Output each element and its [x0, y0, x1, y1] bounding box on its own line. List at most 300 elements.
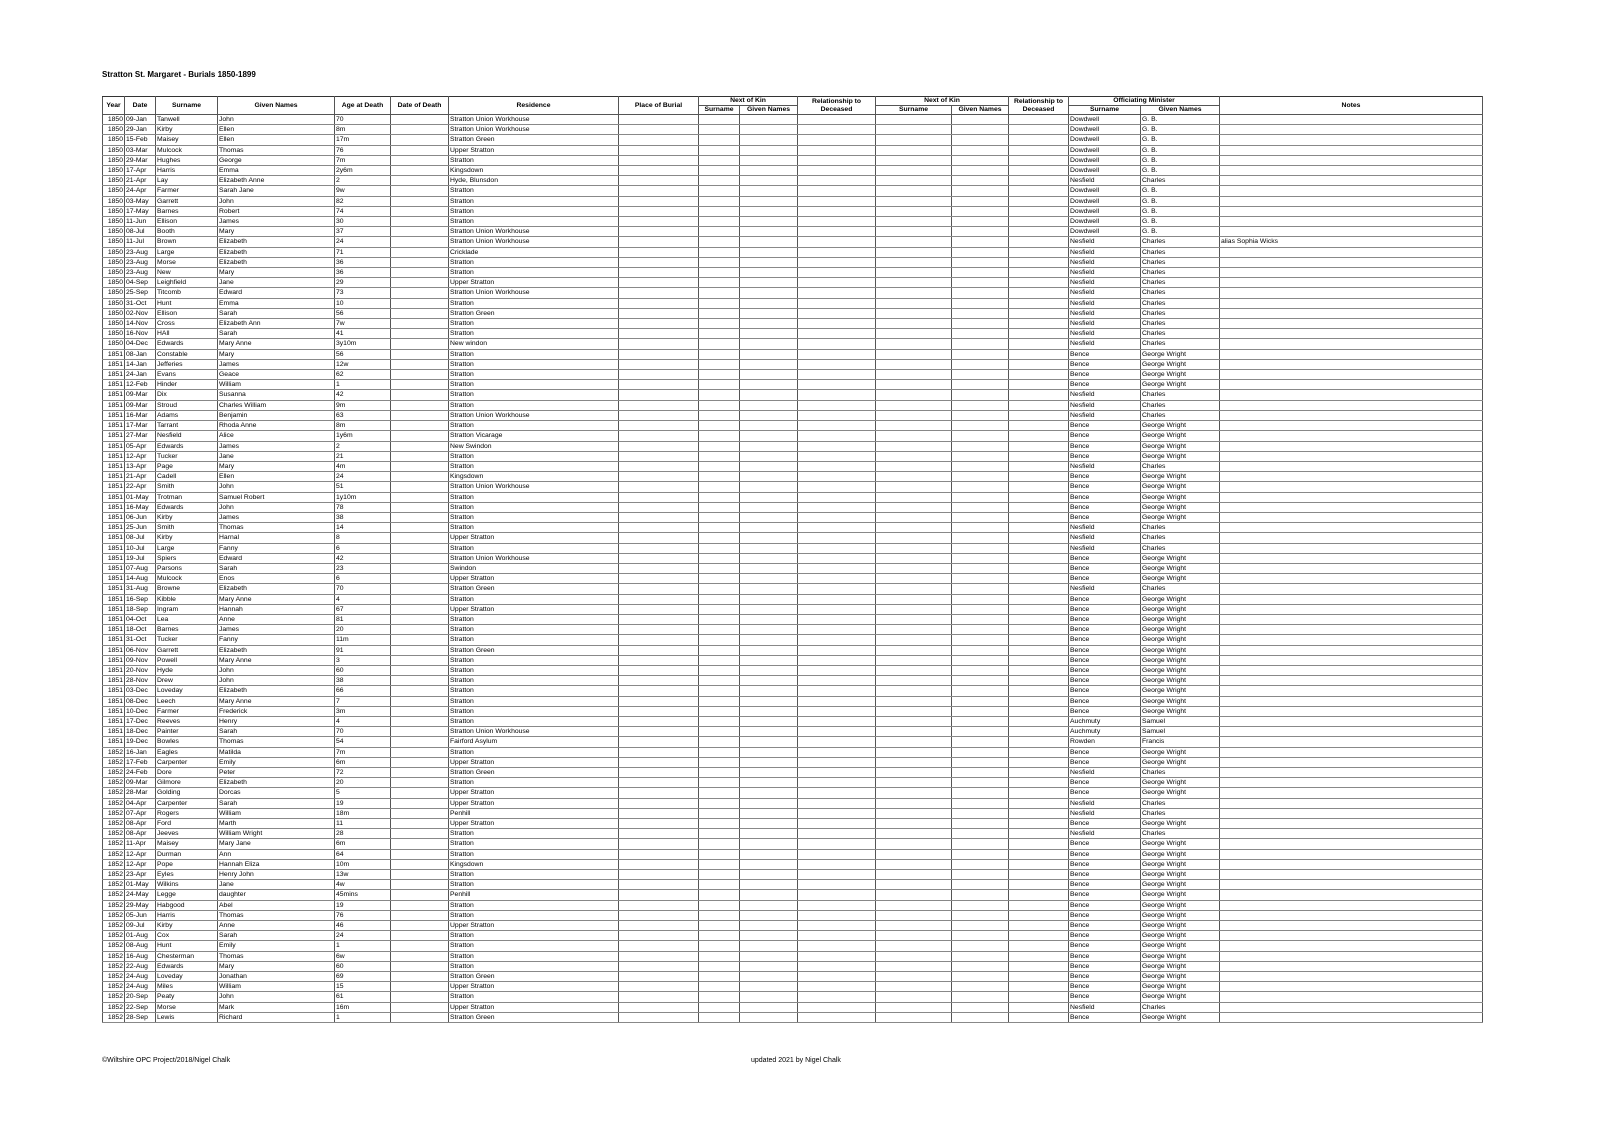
cell-nok2-surname	[876, 359, 952, 369]
cell-place-of-burial	[619, 247, 699, 257]
cell-nok-given	[740, 512, 798, 522]
cell-nok-surname	[699, 492, 740, 502]
cell-given-names: Geace	[218, 370, 335, 380]
cell-minister-surname: Bence	[1069, 992, 1141, 1002]
cell-relationship-2	[1009, 1002, 1069, 1012]
cell-surname: Booth	[156, 227, 218, 237]
cell-notes	[1220, 696, 1483, 706]
table-row	[103, 370, 1483, 380]
cell-age-at-death: 3	[335, 655, 391, 665]
cell-age-at-death: 21	[335, 451, 391, 461]
cell-notes	[1220, 533, 1483, 543]
cell-age-at-death: 23	[335, 563, 391, 573]
cell-residence: Stratton	[449, 268, 619, 278]
cell-relationship	[798, 859, 876, 869]
cell-nok2-given	[952, 768, 1009, 778]
cell-given-names: Hannah	[218, 604, 335, 614]
cell-date: 08-Apr	[125, 829, 156, 839]
cell-age-at-death: 6	[335, 543, 391, 553]
cell-place-of-burial	[619, 217, 699, 227]
cell-date-of-death	[391, 941, 449, 951]
cell-minister-surname: Bence	[1069, 512, 1141, 522]
cell-nok2-given	[952, 1012, 1009, 1022]
cell-nok-given	[740, 747, 798, 757]
cell-surname: Powell	[156, 655, 218, 665]
cell-date: 01-May	[125, 880, 156, 890]
cell-year: 1851	[103, 655, 125, 665]
cell-date: 13-Apr	[125, 461, 156, 471]
cell-notes	[1220, 757, 1483, 767]
cell-date-of-death	[391, 227, 449, 237]
cell-minister-given: George Wright	[1141, 849, 1220, 859]
cell-date-of-death	[391, 1012, 449, 1022]
cell-given-names: Mary	[218, 961, 335, 971]
cell-nok2-surname	[876, 645, 952, 655]
cell-notes	[1220, 400, 1483, 410]
cell-age-at-death: 69	[335, 972, 391, 982]
cell-nok2-given	[952, 635, 1009, 645]
cell-date-of-death	[391, 778, 449, 788]
cell-minister-given: Charles	[1141, 523, 1220, 533]
cell-notes	[1220, 931, 1483, 941]
cell-nok-given	[740, 686, 798, 696]
cell-minister-given: G. B.	[1141, 186, 1220, 196]
cell-minister-surname: Nesfield	[1069, 319, 1141, 329]
cell-minister-given: George Wright	[1141, 594, 1220, 604]
cell-age-at-death: 7m	[335, 747, 391, 757]
cell-nok2-given	[952, 257, 1009, 267]
cell-minister-surname: Bence	[1069, 819, 1141, 829]
cell-nok2-surname	[876, 982, 952, 992]
table-row	[103, 400, 1483, 410]
cell-surname: Spiers	[156, 553, 218, 563]
cell-date: 28-Sep	[125, 1012, 156, 1022]
cell-date-of-death	[391, 645, 449, 655]
cell-relationship	[798, 931, 876, 941]
cell-date-of-death	[391, 329, 449, 339]
cell-given-names: Anne	[218, 614, 335, 624]
cell-nok2-given	[952, 727, 1009, 737]
cell-given-names: Mary Anne	[218, 696, 335, 706]
cell-notes	[1220, 900, 1483, 910]
cell-surname: Cadell	[156, 472, 218, 482]
cell-relationship	[798, 686, 876, 696]
table-row	[103, 390, 1483, 400]
cell-relationship	[798, 737, 876, 747]
cell-age-at-death: 51	[335, 482, 391, 492]
cell-given-names: William	[218, 808, 335, 818]
cell-place-of-burial	[619, 931, 699, 941]
cell-notes: alias Sophia Wicks	[1220, 237, 1483, 247]
cell-minister-surname: Bence	[1069, 941, 1141, 951]
cell-relationship-2	[1009, 972, 1069, 982]
cell-surname: Maisey	[156, 135, 218, 145]
table-row	[103, 829, 1483, 839]
cell-relationship	[798, 645, 876, 655]
cell-relationship-2	[1009, 390, 1069, 400]
cell-age-at-death: 4m	[335, 461, 391, 471]
cell-nok-surname	[699, 655, 740, 665]
cell-date-of-death	[391, 268, 449, 278]
cell-minister-given: George Wright	[1141, 512, 1220, 522]
cell-nok-surname	[699, 604, 740, 614]
table-row	[103, 665, 1483, 675]
cell-minister-given: George Wright	[1141, 819, 1220, 829]
cell-minister-given: George Wright	[1141, 778, 1220, 788]
cell-minister-surname: Bence	[1069, 563, 1141, 573]
cell-nok-given	[740, 339, 798, 349]
cell-minister-given: George Wright	[1141, 451, 1220, 461]
cell-nok2-surname	[876, 400, 952, 410]
cell-date-of-death	[391, 431, 449, 441]
cell-minister-surname: Bence	[1069, 706, 1141, 716]
cell-relationship-2	[1009, 961, 1069, 971]
cell-nok-given	[740, 482, 798, 492]
cell-nok2-surname	[876, 900, 952, 910]
cell-age-at-death: 42	[335, 553, 391, 563]
cell-minister-surname: Bence	[1069, 635, 1141, 645]
cell-residence: Stratton	[449, 829, 619, 839]
cell-date: 06-Nov	[125, 645, 156, 655]
cell-date: 16-Jan	[125, 747, 156, 757]
cell-residence: Stratton	[449, 359, 619, 369]
table-row	[103, 196, 1483, 206]
cell-nok-given	[740, 186, 798, 196]
cell-surname: Painter	[156, 727, 218, 737]
cell-age-at-death: 3m	[335, 706, 391, 716]
cell-age-at-death: 4w	[335, 880, 391, 890]
cell-nok-given	[740, 992, 798, 1002]
cell-date-of-death	[391, 859, 449, 869]
cell-relationship	[798, 1002, 876, 1012]
cell-given-names: Elizabeth	[218, 237, 335, 247]
cell-date: 17-May	[125, 206, 156, 216]
cell-minister-given: George Wright	[1141, 492, 1220, 502]
cell-given-names: Elizabeth	[218, 686, 335, 696]
cell-surname: Loveday	[156, 686, 218, 696]
cell-minister-surname: Bence	[1069, 849, 1141, 859]
cell-place-of-burial	[619, 747, 699, 757]
cell-notes	[1220, 829, 1483, 839]
cell-nok-given	[740, 410, 798, 420]
cell-given-names: Thomas	[218, 737, 335, 747]
cell-nok2-surname	[876, 176, 952, 186]
cell-minister-given: G. B.	[1141, 145, 1220, 155]
cell-relationship-2	[1009, 768, 1069, 778]
table-row	[103, 931, 1483, 941]
cell-nok2-surname	[876, 451, 952, 461]
cell-nok-surname	[699, 298, 740, 308]
cell-relationship	[798, 217, 876, 227]
cell-minister-surname: Bence	[1069, 747, 1141, 757]
cell-residence: Stratton	[449, 461, 619, 471]
cell-place-of-burial	[619, 839, 699, 849]
cell-minister-surname: Nesfield	[1069, 237, 1141, 247]
cell-nok2-given	[952, 298, 1009, 308]
cell-relationship	[798, 941, 876, 951]
cell-minister-given: George Wright	[1141, 941, 1220, 951]
cell-date-of-death	[391, 870, 449, 880]
cell-relationship-2	[1009, 166, 1069, 176]
cell-place-of-burial	[619, 1012, 699, 1022]
cell-surname: Garrett	[156, 196, 218, 206]
cell-place-of-burial	[619, 890, 699, 900]
cell-age-at-death: 19	[335, 798, 391, 808]
cell-nok2-surname	[876, 319, 952, 329]
cell-nok-given	[740, 257, 798, 267]
table-row	[103, 533, 1483, 543]
cell-year: 1850	[103, 298, 125, 308]
cell-nok2-surname	[876, 553, 952, 563]
cell-nok-given	[740, 655, 798, 665]
cell-surname: Tanwell	[156, 115, 218, 125]
cell-nok2-surname	[876, 941, 952, 951]
cell-residence: Stratton	[449, 696, 619, 706]
cell-relationship	[798, 472, 876, 482]
cell-nok2-surname	[876, 655, 952, 665]
cell-nok2-surname	[876, 676, 952, 686]
col-header-date-of-death: Date of Death	[391, 97, 449, 115]
cell-residence: Penhill	[449, 808, 619, 818]
cell-date-of-death	[391, 992, 449, 1002]
table-body	[103, 115, 1483, 1023]
cell-relationship	[798, 951, 876, 961]
cell-year: 1850	[103, 319, 125, 329]
cell-year: 1850	[103, 308, 125, 318]
cell-year: 1852	[103, 747, 125, 757]
cell-relationship	[798, 319, 876, 329]
cell-date-of-death	[391, 533, 449, 543]
cell-given-names: Mary Jane	[218, 839, 335, 849]
cell-year: 1851	[103, 502, 125, 512]
cell-date-of-death	[391, 655, 449, 665]
cell-minister-given: G. B.	[1141, 206, 1220, 216]
cell-year: 1851	[103, 421, 125, 431]
cell-age-at-death: 2	[335, 176, 391, 186]
cell-nok-surname	[699, 268, 740, 278]
cell-place-of-burial	[619, 655, 699, 665]
cell-nok-surname	[699, 400, 740, 410]
cell-nok2-surname	[876, 696, 952, 706]
table-row	[103, 492, 1483, 502]
cell-relationship-2	[1009, 339, 1069, 349]
cell-relationship-2	[1009, 319, 1069, 329]
cell-notes	[1220, 727, 1483, 737]
cell-given-names: Ellen	[218, 472, 335, 482]
cell-age-at-death: 78	[335, 502, 391, 512]
cell-nok2-given	[952, 145, 1009, 155]
cell-relationship	[798, 716, 876, 726]
cell-notes	[1220, 492, 1483, 502]
cell-relationship-2	[1009, 125, 1069, 135]
cell-date: 09-Jul	[125, 921, 156, 931]
cell-age-at-death: 10m	[335, 859, 391, 869]
cell-minister-surname: Bence	[1069, 900, 1141, 910]
cell-nok-surname	[699, 635, 740, 645]
cell-nok-given	[740, 696, 798, 706]
cell-nok2-given	[952, 645, 1009, 655]
cell-relationship-2	[1009, 665, 1069, 675]
cell-given-names: Mary	[218, 349, 335, 359]
cell-nok-given	[740, 278, 798, 288]
cell-residence: Stratton Vicarage	[449, 431, 619, 441]
col-header-relationship-2: Relationship to Deceased	[1009, 97, 1069, 115]
cell-nok-given	[740, 380, 798, 390]
cell-year: 1851	[103, 390, 125, 400]
cell-minister-given: Charles	[1141, 247, 1220, 257]
cell-date: 14-Jan	[125, 359, 156, 369]
cell-year: 1851	[103, 676, 125, 686]
cell-date-of-death	[391, 115, 449, 125]
cell-nok2-given	[952, 533, 1009, 543]
cell-given-names: James	[218, 625, 335, 635]
cell-nok-surname	[699, 737, 740, 747]
table-row	[103, 839, 1483, 849]
cell-nok-surname	[699, 849, 740, 859]
cell-age-at-death: 37	[335, 227, 391, 237]
cell-minister-surname: Bence	[1069, 380, 1141, 390]
cell-nok-surname	[699, 716, 740, 726]
cell-relationship	[798, 512, 876, 522]
cell-age-at-death: 71	[335, 247, 391, 257]
cell-age-at-death: 66	[335, 686, 391, 696]
cell-nok2-given	[952, 625, 1009, 635]
cell-nok2-surname	[876, 482, 952, 492]
cell-relationship	[798, 125, 876, 135]
cell-minister-given: Charles	[1141, 298, 1220, 308]
cell-nok-surname	[699, 931, 740, 941]
cell-nok-given	[740, 206, 798, 216]
cell-year: 1852	[103, 910, 125, 920]
cell-notes	[1220, 747, 1483, 757]
cell-relationship	[798, 676, 876, 686]
cell-surname: Ellison	[156, 217, 218, 227]
cell-age-at-death: 41	[335, 329, 391, 339]
cell-surname: Leighfield	[156, 278, 218, 288]
cell-minister-surname: Bence	[1069, 574, 1141, 584]
cell-minister-given: George Wright	[1141, 676, 1220, 686]
cell-nok2-given	[952, 278, 1009, 288]
cell-nok-surname	[699, 921, 740, 931]
cell-minister-surname: Bence	[1069, 931, 1141, 941]
cell-relationship-2	[1009, 135, 1069, 145]
cell-date-of-death	[391, 574, 449, 584]
cell-minister-given: George Wright	[1141, 502, 1220, 512]
table-row	[103, 870, 1483, 880]
cell-minister-surname: Nesfield	[1069, 288, 1141, 298]
cell-minister-surname: Dowdwell	[1069, 196, 1141, 206]
cell-notes	[1220, 196, 1483, 206]
cell-year: 1850	[103, 186, 125, 196]
cell-nok-given	[740, 921, 798, 931]
cell-given-names: Elizabeth	[218, 257, 335, 267]
table-row	[103, 155, 1483, 165]
cell-date-of-death	[391, 625, 449, 635]
cell-nok-given	[740, 431, 798, 441]
cell-notes	[1220, 910, 1483, 920]
cell-nok2-given	[952, 339, 1009, 349]
cell-minister-surname: Bence	[1069, 665, 1141, 675]
table-row	[103, 359, 1483, 369]
cell-nok-given	[740, 502, 798, 512]
cell-residence: Stratton	[449, 686, 619, 696]
cell-residence: Stratton Union Workhouse	[449, 727, 619, 737]
cell-age-at-death: 56	[335, 308, 391, 318]
cell-minister-given: George Wright	[1141, 870, 1220, 880]
cell-residence: Stratton	[449, 900, 619, 910]
cell-minister-surname: Bence	[1069, 676, 1141, 686]
cell-year: 1851	[103, 349, 125, 359]
cell-nok2-surname	[876, 686, 952, 696]
cell-nok-surname	[699, 176, 740, 186]
cell-date-of-death	[391, 553, 449, 563]
cell-nok2-surname	[876, 166, 952, 176]
cell-date-of-death	[391, 512, 449, 522]
cell-minister-given: Charles	[1141, 319, 1220, 329]
col-header-place-of-burial: Place of Burial	[619, 97, 699, 115]
cell-date-of-death	[391, 421, 449, 431]
table-row	[103, 747, 1483, 757]
col-header-officiating-minister: Officiating Minister	[1069, 97, 1220, 106]
cell-nok2-given	[952, 890, 1009, 900]
cell-given-names: Thomas	[218, 145, 335, 155]
cell-nok2-surname	[876, 798, 952, 808]
cell-nok-given	[740, 125, 798, 135]
cell-surname: Hinder	[156, 380, 218, 390]
cell-notes	[1220, 217, 1483, 227]
cell-age-at-death: 81	[335, 614, 391, 624]
cell-residence: Stratton	[449, 676, 619, 686]
cell-date: 25-Sep	[125, 288, 156, 298]
cell-minister-given: Charles	[1141, 461, 1220, 471]
table-row	[103, 778, 1483, 788]
cell-minister-surname: Bence	[1069, 870, 1141, 880]
cell-year: 1851	[103, 441, 125, 451]
cell-date-of-death	[391, 257, 449, 267]
cell-relationship-2	[1009, 553, 1069, 563]
table-row	[103, 921, 1483, 931]
cell-surname: Hyde	[156, 665, 218, 675]
cell-nok-given	[740, 880, 798, 890]
cell-surname: Hughes	[156, 155, 218, 165]
cell-given-names: Matilda	[218, 747, 335, 757]
cell-given-names: Ann	[218, 849, 335, 859]
cell-date-of-death	[391, 278, 449, 288]
cell-nok2-given	[952, 125, 1009, 135]
cell-age-at-death: 45mins	[335, 890, 391, 900]
cell-relationship-2	[1009, 359, 1069, 369]
cell-surname: Peaty	[156, 992, 218, 1002]
cell-given-names: Elizabeth Ann	[218, 319, 335, 329]
cell-place-of-burial	[619, 370, 699, 380]
table-row	[103, 206, 1483, 216]
cell-surname: Tucker	[156, 635, 218, 645]
cell-relationship-2	[1009, 992, 1069, 1002]
cell-relationship-2	[1009, 257, 1069, 267]
cell-year: 1852	[103, 859, 125, 869]
cell-date-of-death	[391, 563, 449, 573]
col-header-next-of-kin-2: Next of Kin	[876, 97, 1009, 106]
cell-notes	[1220, 155, 1483, 165]
cell-notes	[1220, 1012, 1483, 1022]
cell-nok-given	[740, 859, 798, 869]
cell-nok-surname	[699, 870, 740, 880]
cell-age-at-death: 72	[335, 768, 391, 778]
cell-minister-given: George Wright	[1141, 951, 1220, 961]
cell-nok2-surname	[876, 502, 952, 512]
cell-minister-given: George Wright	[1141, 961, 1220, 971]
cell-surname: Page	[156, 461, 218, 471]
